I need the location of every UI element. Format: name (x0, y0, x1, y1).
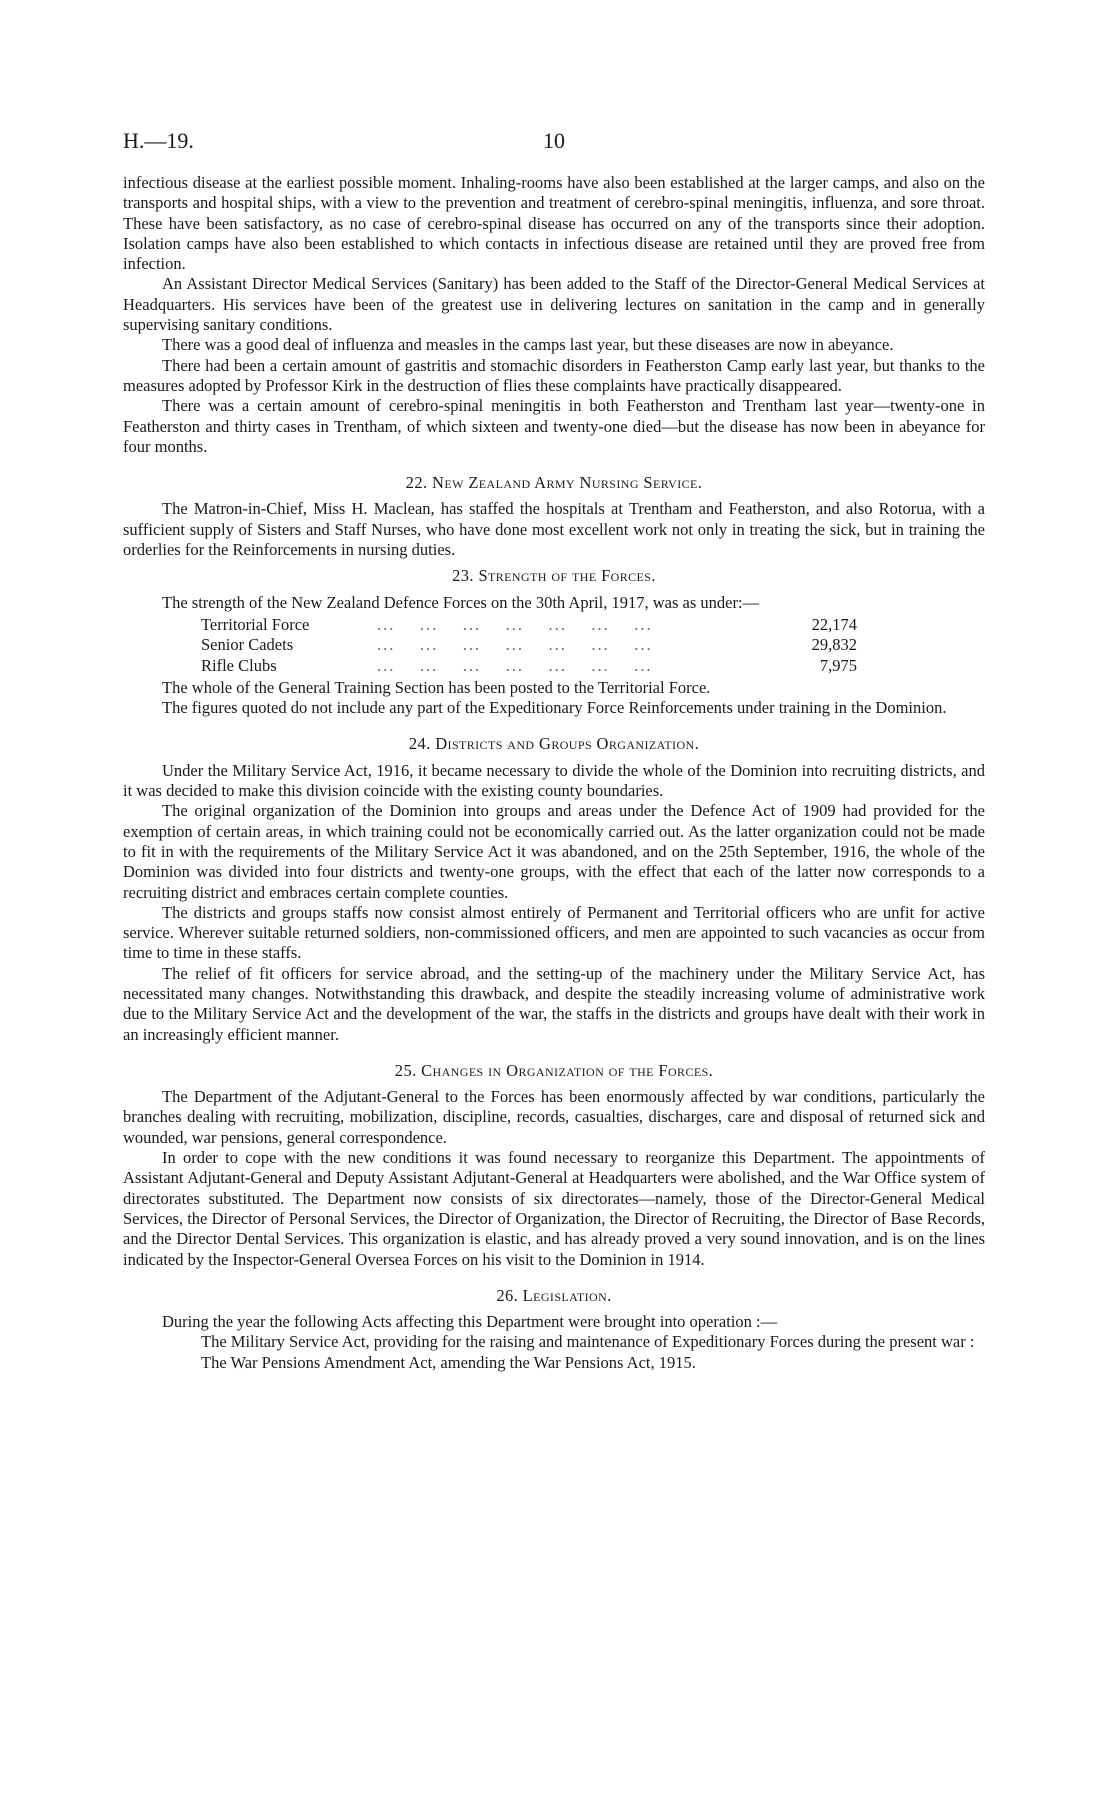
section-heading-nursing-service: 22. New Zealand Army Nursing Service. (405, 473, 703, 493)
paragraph: The Matron-in-Chief, Miss H. Maclean, has staffed the hospitals at Trentham and Featherston, and also Rotorua, with a sufficient supply of Sisters and Staff Nurses, who have done most excellent work not only in treating the sick, but in training the orderlies for the Reinforcements in nursing duties. (123, 499, 985, 560)
paragraph: The relief of fit officers for service abroad, and the setting-up of the machinery under the Military Service Act, has necessitated many changes. Notwithstanding this drawback, and despite the steadily increasing volume of administrative work due to the Military Service Act and the development of the war, the staffs in the districts and groups have dealt with their work in an increasingly efficient manner. (123, 963, 985, 1044)
paragraph: The strength of the New Zealand Defence Forces on the 30th April, 1917, was as under:— (162, 592, 760, 612)
paragraph: There was a certain amount of cerebro-spinal meningitis in both Featherston and Trentham last year—twenty-one in Featherston and thirty cases in Trentham, of which sixteen and twenty-one died—but the disease has now been in abeyance for four months. (123, 396, 985, 456)
paragraph: During the year the following Acts affecting this Department were brought into operation :— (162, 1312, 778, 1332)
list-item: The Military Service Act, providing for the raising and maintenance of Expeditionary Forces during the present war : (201, 1332, 975, 1352)
paragraph: The original organization of the Dominion into groups and areas under the Defence Act of 1909 had provided for the exemption of certain areas, in which training could not be economically carried out. As the latter organization could not be made to fit in with the requirements of the Military Service Act it was abandoned, and on the 25th September, 1916, the whole of the Dominion was divided into four districts and twenty-one groups, with the effect that each of the latter now corresponds to a recruiting district and embraces certain complete counties. (123, 801, 985, 902)
page-header (123, 128, 991, 158)
paragraph: The districts and groups staffs now consist almost entirely of Permanent and Territorial officers who are unfit for active service. Wherever suitable returned soldiers, non-commissioned officers, and men are appointed to such vacancies as occur from time to time in these staffs. (123, 902, 985, 963)
list-item: The War Pensions Amendment Act, amending the War Pensions Act, 1915. (201, 1352, 696, 1372)
page-content (123, 173, 985, 1373)
row-label: Territorial Force (201, 614, 310, 634)
row-value: 7,975 (819, 655, 857, 675)
row-label: Rifle Clubs (201, 655, 277, 675)
paragraph: infectious disease at the earliest possible moment. Inhaling-rooms have also been established at the larger camps, and also on the transports and hospital ships, with a view to the prevention and treatment of cerebro-spinal meningitis, influenza, and sore throat. These have been satisfactory, as no case of cerebro-spinal disease has occurred on any of the transports since their adoption. Isolation camps have also been established to which contacts in infectious disease are retained until they are proved free from infection. (123, 173, 985, 274)
paragraph: The Department of the Adjutant-General to the Forces has been enormously affected by war conditions, particularly the branches dealing with recruiting, mobilization, discipline, records, casualties, discharges, care and disposal of returned sick and wounded, war pensions, general correspondence. (123, 1087, 985, 1147)
acts-list (123, 1332, 985, 1373)
section-heading-organization-changes: 25. Changes in Organization of the Forces. (394, 1060, 714, 1080)
table-row (201, 635, 857, 655)
table-row (201, 615, 857, 635)
section-heading-strength: 23. Strength of the Forces. (452, 566, 656, 586)
leader-dots: ... ... ... ... ... ... ... (377, 635, 653, 655)
paragraph: The figures quoted do not include any part of the Expeditionary Force Reinforcements under training in the Dominion. (162, 698, 947, 718)
paragraph: Under the Military Service Act, 1916, it became necessary to divide the whole of the Dominion into recruiting districts, and it was decided to make this division coincide with the existing county boundaries. (123, 760, 985, 801)
paragraph: In order to cope with the new conditions it was found necessary to reorganize this Department. The appointments of Assistant Adjutant-General and Deputy Assistant Adjutant-General at Headquarters were abolished, and the War Office system of directorates substituted. The Department now consists of six directorates—namely, those of the Director-General Medical Services, the Director of Personal Services, the Director of Organization, the Director of Recruiting, the Director of Base Records, and the Director Dental Services. This organization is elastic, and has already proved a very sound innovation, and is on the lines indicated by the Inspector-General Oversea Forces on his visit to the Dominion in 1914. (123, 1148, 985, 1269)
row-value: 29,832 (811, 635, 857, 655)
strength-table (201, 615, 857, 676)
row-label: Senior Cadets (201, 635, 294, 655)
page-number: 10 (543, 128, 565, 153)
table-row (201, 656, 857, 676)
section-heading-legislation: 26. Legislation. (496, 1285, 612, 1305)
paragraph: An Assistant Director Medical Services (Sanitary) has been added to the Staff of the Director-General Medical Services at Headquarters. His services have been of the greatest use in delivering lectures on sanitation in the camp and in generally supervising sanitary conditions. (123, 274, 985, 335)
paragraph: The whole of the General Training Section has been posted to the Territorial Force. (162, 677, 711, 697)
section-heading-districts: 24. Districts and Groups Organization. (408, 734, 700, 754)
row-value: 22,174 (811, 614, 857, 634)
document-reference: H.—19. (123, 128, 194, 153)
paragraph: There was a good deal of influenza and measles in the camps last year, but these diseases are now in abeyance. (162, 335, 894, 355)
leader-dots: ... ... ... ... ... ... ... (377, 655, 653, 675)
paragraph: There had been a certain amount of gastritis and stomachic disorders in Featherston Camp early last year, but thanks to the measures adopted by Professor Kirk in the destruction of flies these complaints have practically disappeared. (123, 355, 985, 395)
leader-dots: ... ... ... ... ... ... ... (377, 614, 653, 634)
